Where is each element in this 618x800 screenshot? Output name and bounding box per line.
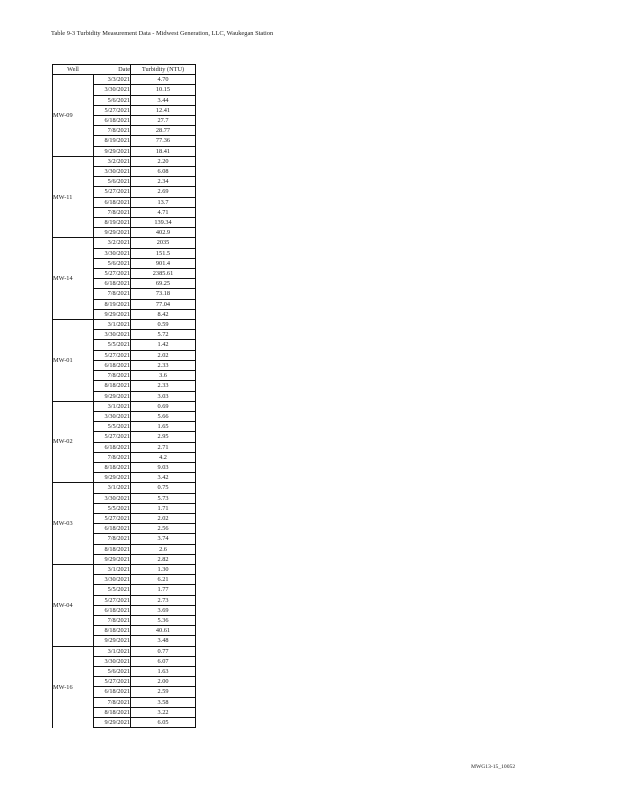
turbidity-cell: 0.59 [131,320,196,330]
column-header-date: Date [93,65,131,75]
turbidity-cell: 2.33 [131,381,196,391]
date-cell: 5/6/2021 [93,666,131,676]
date-cell: 9/29/2021 [93,309,131,319]
date-cell: 6/18/2021 [93,442,131,452]
turbidity-cell: 1.65 [131,422,196,432]
turbidity-cell: 3.6 [131,371,196,381]
turbidity-cell: 12.41 [131,105,196,115]
date-cell: 6/18/2021 [93,605,131,615]
turbidity-cell: 6.07 [131,656,196,666]
date-cell: 7/8/2021 [93,452,131,462]
turbidity-cell: 73.18 [131,289,196,299]
table-title: Table 9-3 Turbidity Measurement Data - Midwest Generation, LLC, Waukegan Station [51,30,274,37]
date-cell: 9/29/2021 [93,636,131,646]
turbidity-cell: 2.82 [131,554,196,564]
date-cell: 6/18/2021 [93,197,131,207]
table-row [53,75,196,85]
date-cell: 6/18/2021 [93,116,131,126]
date-cell: 5/6/2021 [93,258,131,268]
turbidity-cell: 5.72 [131,330,196,340]
turbidity-cell: 2.95 [131,432,196,442]
date-cell: 7/8/2021 [93,207,131,217]
table-body [53,75,196,728]
turbidity-cell: 1.63 [131,666,196,676]
well-id-cell: MW-16 [53,646,94,728]
date-cell: 5/27/2021 [93,595,131,605]
date-cell: 3/30/2021 [93,575,131,585]
turbidity-cell: 77.36 [131,136,196,146]
date-cell: 8/18/2021 [93,544,131,554]
date-cell: 7/8/2021 [93,289,131,299]
date-cell: 3/1/2021 [93,646,131,656]
turbidity-cell: 3.74 [131,534,196,544]
date-cell: 7/8/2021 [93,126,131,136]
date-cell: 3/1/2021 [93,320,131,330]
date-cell: 8/18/2021 [93,626,131,636]
turbidity-cell: 2.20 [131,156,196,166]
turbidity-cell: 6.08 [131,167,196,177]
date-cell: 8/18/2021 [93,381,131,391]
date-cell: 3/30/2021 [93,248,131,258]
turbidity-cell: 28.77 [131,126,196,136]
date-cell: 5/6/2021 [93,95,131,105]
date-cell: 3/30/2021 [93,493,131,503]
date-cell: 3/1/2021 [93,483,131,493]
page-id-footer: MWG13-15_10052 [471,764,516,770]
date-cell: 3/2/2021 [93,156,131,166]
turbidity-cell: 1.71 [131,503,196,513]
well-id-cell: MW-09 [53,75,94,157]
turbidity-cell: 2.33 [131,360,196,370]
date-cell: 3/30/2021 [93,85,131,95]
date-cell: 8/19/2021 [93,299,131,309]
turbidity-cell: 0.77 [131,646,196,656]
turbidity-cell: 3.42 [131,473,196,483]
date-cell: 7/8/2021 [93,371,131,381]
turbidity-cell: 3.58 [131,697,196,707]
turbidity-cell: 2.56 [131,524,196,534]
date-cell: 3/2/2021 [93,238,131,248]
date-cell: 8/18/2021 [93,462,131,472]
date-cell: 5/27/2021 [93,513,131,523]
table-row [53,156,196,166]
table-row [53,564,196,574]
turbidity-cell: 18.41 [131,146,196,156]
turbidity-cell: 0.75 [131,483,196,493]
turbidity-cell: 69.25 [131,279,196,289]
date-cell: 7/8/2021 [93,534,131,544]
turbidity-cell: 2.69 [131,187,196,197]
turbidity-cell: 6.05 [131,718,196,728]
turbidity-cell: 27.7 [131,116,196,126]
turbidity-cell: 2.73 [131,595,196,605]
turbidity-cell: 5.73 [131,493,196,503]
well-id-cell: MW-14 [53,238,94,320]
turbidity-cell: 4.2 [131,452,196,462]
well-id-cell: MW-01 [53,320,94,402]
turbidity-cell: 2.34 [131,177,196,187]
turbidity-table [52,64,196,728]
turbidity-cell: 6.21 [131,575,196,585]
table-row [53,320,196,330]
turbidity-cell: 13.7 [131,197,196,207]
date-cell: 5/27/2021 [93,350,131,360]
turbidity-cell: 3.44 [131,95,196,105]
turbidity-cell: 1.77 [131,585,196,595]
date-cell: 3/1/2021 [93,401,131,411]
turbidity-cell: 139.34 [131,218,196,228]
turbidity-cell: 8.42 [131,309,196,319]
well-id-cell: MW-02 [53,401,94,483]
turbidity-cell: 10.15 [131,85,196,95]
date-cell: 8/19/2021 [93,136,131,146]
turbidity-cell: 0.69 [131,401,196,411]
date-cell: 5/5/2021 [93,340,131,350]
turbidity-cell: 2035 [131,238,196,248]
date-cell: 6/18/2021 [93,687,131,697]
turbidity-cell: 77.04 [131,299,196,309]
turbidity-cell: 2.71 [131,442,196,452]
turbidity-cell: 402.9 [131,228,196,238]
date-cell: 5/27/2021 [93,677,131,687]
table-row [53,483,196,493]
date-cell: 8/18/2021 [93,707,131,717]
turbidity-cell: 5.36 [131,615,196,625]
turbidity-cell: 40.61 [131,626,196,636]
column-header-well: Well [53,65,94,75]
turbidity-cell: 3.22 [131,707,196,717]
turbidity-cell: 901.4 [131,258,196,268]
date-cell: 3/30/2021 [93,167,131,177]
date-cell: 9/29/2021 [93,718,131,728]
turbidity-cell: 3.48 [131,636,196,646]
date-cell: 3/30/2021 [93,411,131,421]
table-row [53,238,196,248]
date-cell: 5/27/2021 [93,432,131,442]
well-id-cell: MW-04 [53,564,94,646]
turbidity-cell: 4.70 [131,75,196,85]
turbidity-cell: 2.59 [131,687,196,697]
date-cell: 5/6/2021 [93,177,131,187]
date-cell: 3/30/2021 [93,656,131,666]
turbidity-cell: 2.00 [131,677,196,687]
turbidity-cell: 3.69 [131,605,196,615]
date-cell: 5/5/2021 [93,503,131,513]
table-row [53,401,196,411]
date-cell: 6/18/2021 [93,360,131,370]
date-cell: 6/18/2021 [93,524,131,534]
date-cell: 5/27/2021 [93,269,131,279]
column-header-turbidity: Turbidity (NTU) [131,65,196,75]
date-cell: 3/1/2021 [93,564,131,574]
date-cell: 9/29/2021 [93,228,131,238]
date-cell: 5/5/2021 [93,585,131,595]
date-cell: 5/5/2021 [93,422,131,432]
date-cell: 6/18/2021 [93,279,131,289]
date-cell: 9/29/2021 [93,391,131,401]
date-cell: 9/29/2021 [93,146,131,156]
date-cell: 7/8/2021 [93,697,131,707]
turbidity-cell: 2.6 [131,544,196,554]
turbidity-cell: 3.03 [131,391,196,401]
turbidity-cell: 1.30 [131,564,196,574]
turbidity-cell: 4.71 [131,207,196,217]
turbidity-cell: 1.42 [131,340,196,350]
date-cell: 5/27/2021 [93,187,131,197]
date-cell: 9/29/2021 [93,473,131,483]
turbidity-cell: 9.03 [131,462,196,472]
turbidity-cell: 2.02 [131,513,196,523]
date-cell: 5/27/2021 [93,105,131,115]
table-row [53,646,196,656]
header-row [53,65,196,75]
date-cell: 3/30/2021 [93,330,131,340]
turbidity-cell: 2385.61 [131,269,196,279]
well-id-cell: MW-11 [53,156,94,238]
turbidity-cell: 2.02 [131,350,196,360]
date-cell: 3/3/2021 [93,75,131,85]
turbidity-cell: 151.5 [131,248,196,258]
date-cell: 8/19/2021 [93,218,131,228]
date-cell: 9/29/2021 [93,554,131,564]
turbidity-cell: 5.66 [131,411,196,421]
well-id-cell: MW-03 [53,483,94,565]
date-cell: 7/8/2021 [93,615,131,625]
